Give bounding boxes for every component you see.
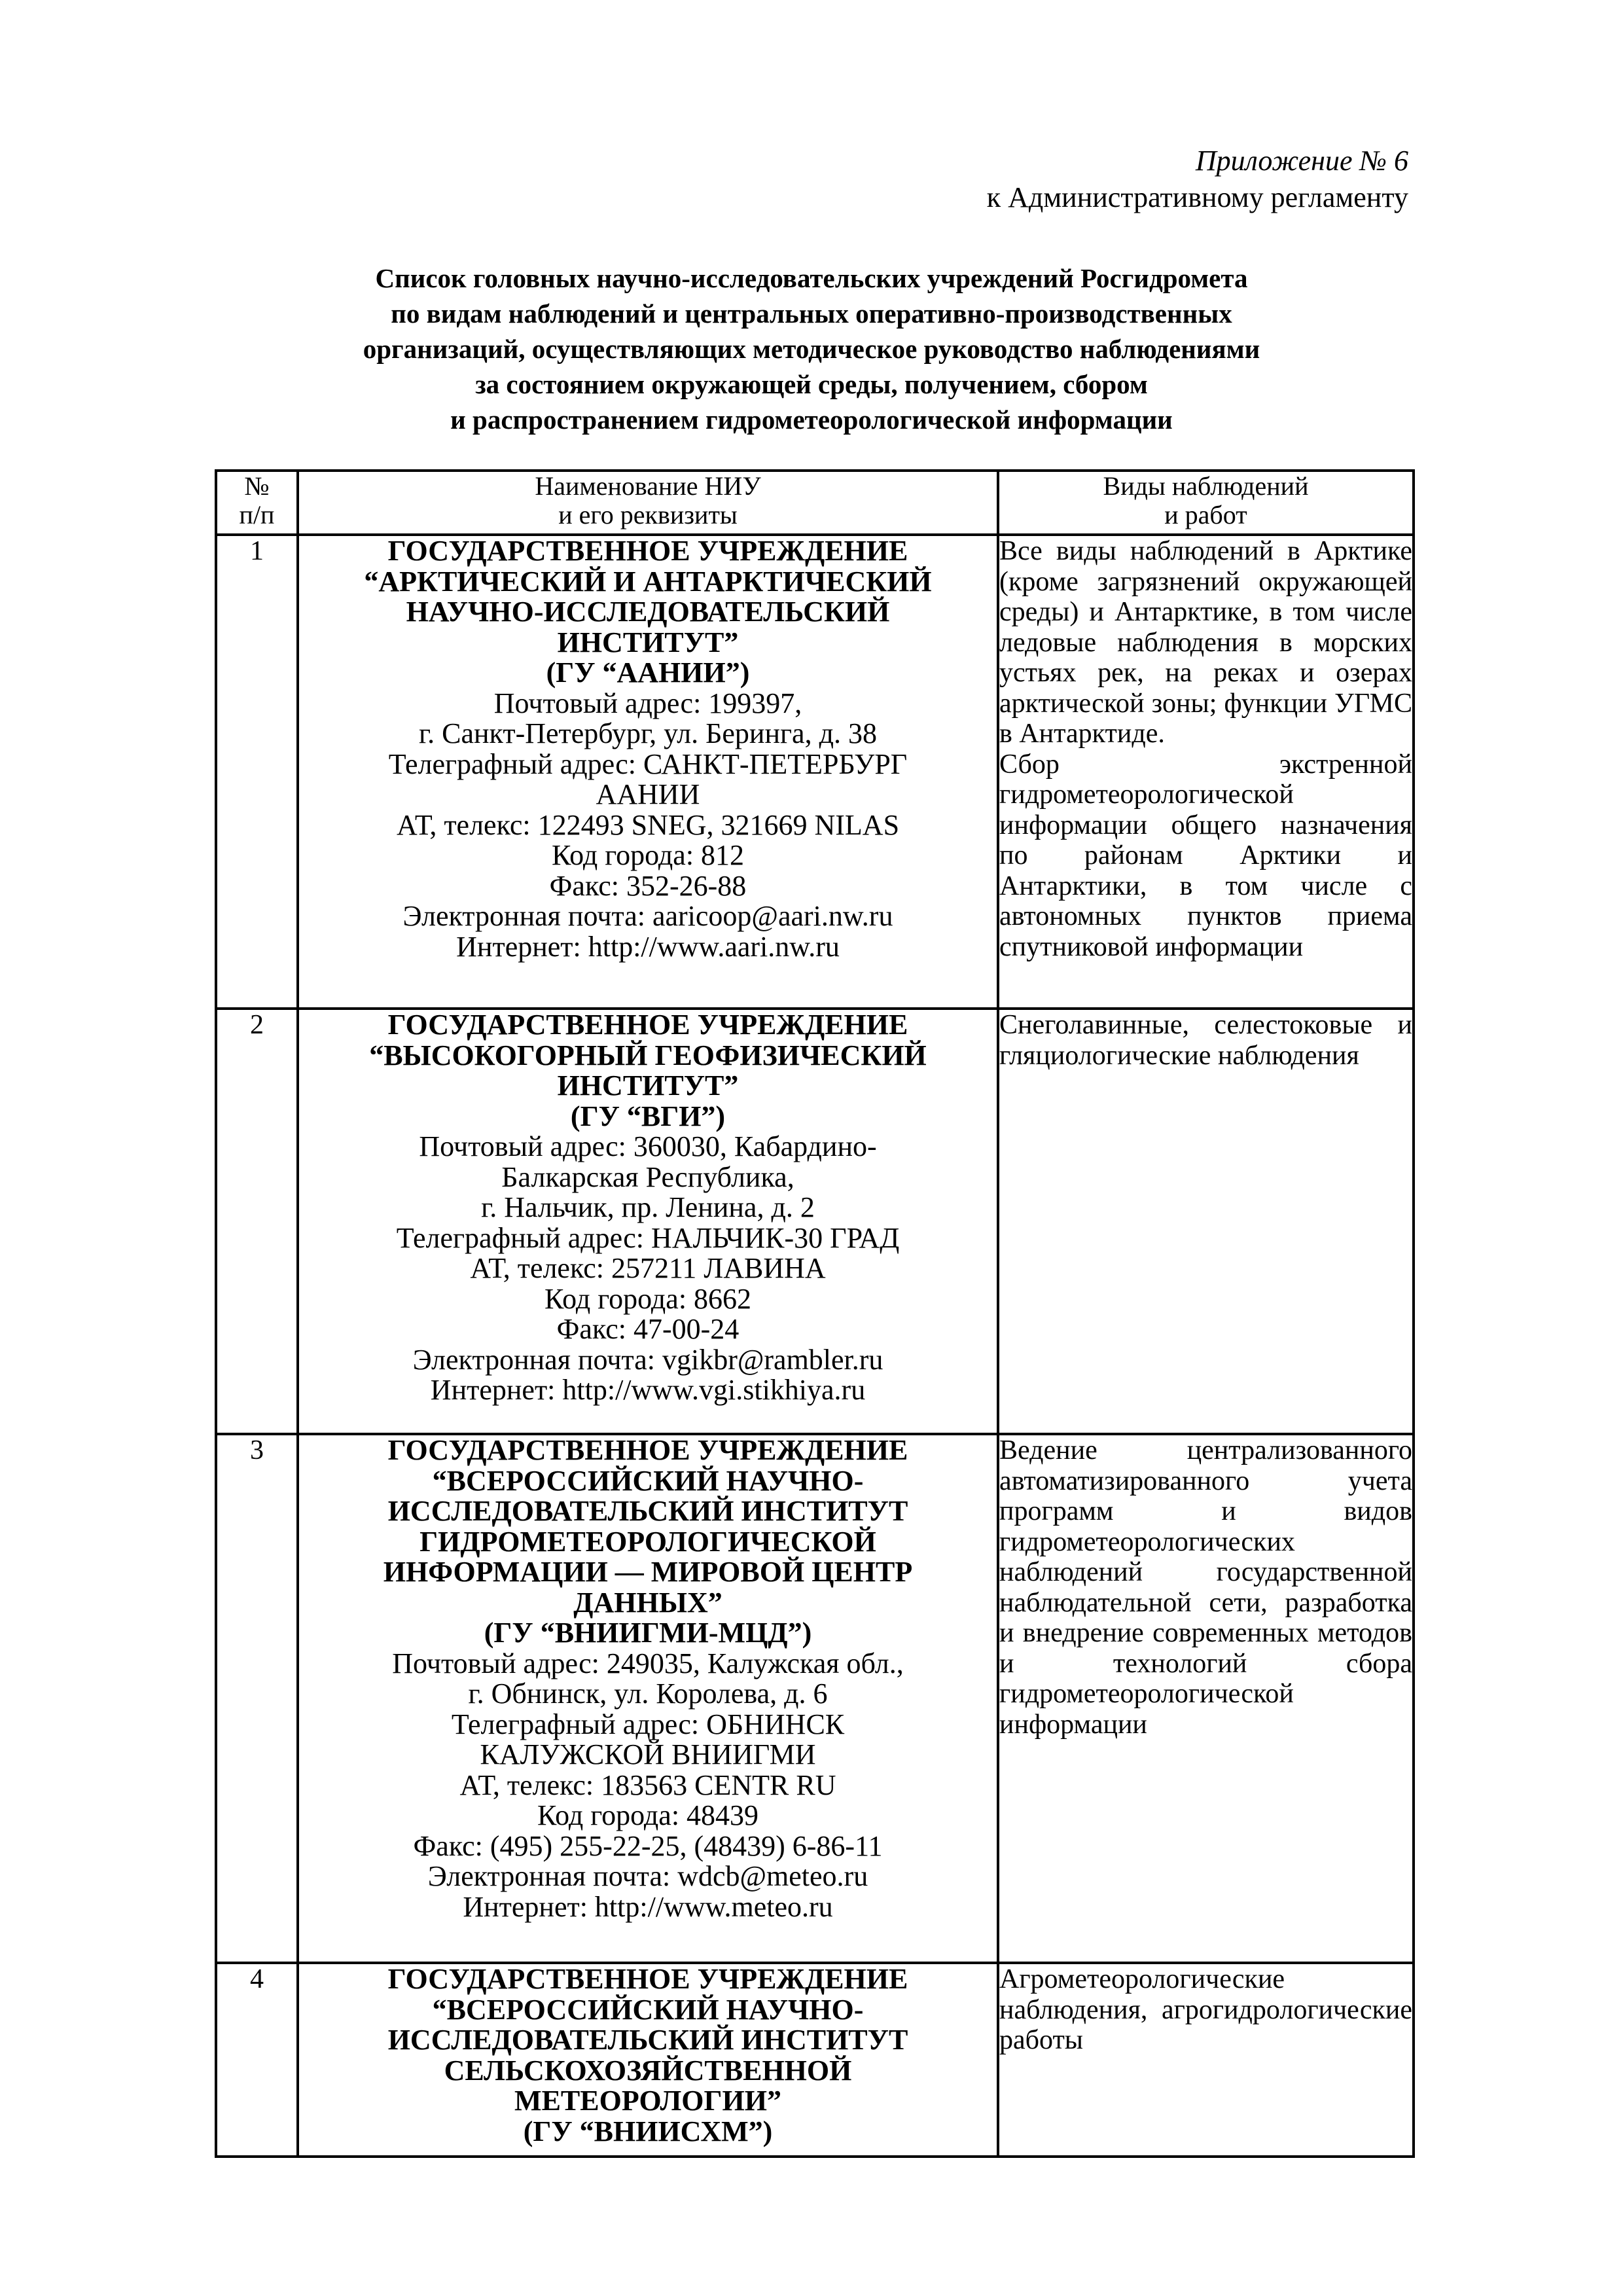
table-row (216, 1434, 1414, 1963)
document-title (216, 260, 1407, 437)
appendix-header (987, 143, 1408, 216)
title-line: за состоянием окружающей среды, получением, сбором (475, 369, 1148, 399)
institution-name-line: ИССЛЕДОВАТЕЛЬСКИЙ ИНСТИТУТ (387, 2024, 908, 2056)
title-line: организаций, осуществляющих методическое руководство наблюдениями (363, 334, 1260, 364)
institution-detail-line: Факс: 352-26-88 (549, 869, 747, 902)
institution-cell (298, 1009, 998, 1434)
title-line: и распространением гидрометеорологической информации (450, 404, 1173, 435)
institution-name-line: ГОСУДАРСТВЕННОЕ УЧРЕЖДЕНИЕ (387, 1009, 908, 1041)
institution-name-line: ГОСУДАРСТВЕННОЕ УЧРЕЖДЕНИЕ (387, 535, 908, 567)
institution-cell (298, 535, 998, 1009)
row-number: 4 (216, 1963, 298, 2157)
institution-name-line: (ГУ “ВНИИГМИ-МЦД”) (484, 1617, 812, 1649)
institution-detail-line: Код города: 48439 (537, 1799, 759, 1831)
institution-detail-line: ААНИИ (596, 778, 700, 810)
institution-detail-line: Телеграфный адрес: ОБНИНСК (451, 1708, 845, 1740)
table-row (216, 1963, 1414, 2157)
institution-name-line: ИССЛЕДОВАТЕЛЬСКИЙ ИНСТИТУТ (387, 1495, 908, 1527)
row-number: 3 (216, 1434, 298, 1963)
header-number (216, 471, 298, 535)
institution-name-line: “ВСЕРОССИЙСКИЙ НАУЧНО- (432, 1464, 864, 1497)
table-header-row (216, 471, 1414, 535)
table-row (216, 1009, 1414, 1434)
institution-detail-line: Интернет: http://www.vgi.stikhiya.ru (430, 1374, 866, 1406)
institution-detail-line: АТ, телекс: 183563 CENTR RU (459, 1768, 836, 1801)
institution-detail-line: КАЛУЖСКОЙ ВНИИГМИ (480, 1738, 816, 1770)
institution-detail-line: г. Санкт-Петербург, ул. Беринга, д. 38 (419, 717, 877, 749)
observation-paragraph: Агрометеорологические наблюдения, агрогидрологические работы (999, 1964, 1412, 2055)
observations-cell (998, 1434, 1414, 1963)
institution-detail-line: Почтовый адрес: 249035, Калужская обл., (392, 1647, 904, 1679)
row-number: 1 (216, 535, 298, 1009)
institution-name-line: ГОСУДАРСТВЕННОЕ УЧРЕЖДЕНИЕ (387, 1963, 908, 1995)
institution-detail-line: Телеграфный адрес: САНКТ-ПЕТЕРБУРГ (388, 747, 908, 780)
observation-paragraph: Ведение централизованного автоматизированного учета программ и видов гидрометеорологических наблюдений государственной наблюдательной сети, разработка и внедрение современных методов и технологий сбора гидрометеорологической информации (999, 1435, 1412, 1740)
institution-detail-line: Интернет: http://www.aari.nw.ru (456, 930, 840, 963)
institution-cell (298, 1434, 998, 1963)
header-name-line: и его реквизиты (558, 500, 738, 529)
institution-name-line: НАУЧНО-ИССЛЕДОВАТЕЛЬСКИЙ (406, 596, 890, 628)
observation-paragraph: Сбор экстренной гидрометеорологической информации общего назначения по районам Арктики и Антарктики, в том числе с автономных пунктов приема спутниковой информации (999, 749, 1412, 962)
header-name (298, 471, 998, 535)
header-name-line: Наименование НИУ (535, 471, 761, 501)
appendix-reference: к Административному регламенту (986, 181, 1408, 213)
institution-detail-line: Код города: 8662 (544, 1282, 752, 1315)
institution-name-line: ИНФОРМАЦИИ — МИРОВОЙ ЦЕНТР (383, 1556, 913, 1588)
institutions-table (215, 469, 1415, 2158)
institution-detail-line: Интернет: http://www.meteo.ru (463, 1890, 833, 1923)
institution-detail-line: АТ, телекс: 257211 ЛАВИНА (470, 1252, 826, 1284)
table-row (216, 535, 1414, 1009)
institution-detail-line: Электронная почта: aaricoop@aari.nw.ru (402, 900, 893, 932)
institution-detail-line: Факс: (495) 255-22-25, (48439) 6-86-11 (413, 1829, 883, 1862)
header-obs-line: и работ (1164, 500, 1247, 529)
observation-paragraph: Снеголавинные, селестоковые и гляциологические наблюдения (999, 1010, 1412, 1071)
row-number: 2 (216, 1009, 298, 1434)
institution-name-line: ГИДРОМЕТЕОРОЛОГИЧЕСКОЙ (419, 1525, 876, 1558)
observations-cell (998, 1963, 1414, 2157)
header-number-line: п/п (239, 500, 275, 529)
institution-name-line: ИНСТИТУТ” (557, 626, 739, 658)
institution-detail-line: Телеграфный адрес: НАЛЬЧИК-30 ГРАД (396, 1221, 900, 1254)
header-number-line: № (244, 471, 270, 501)
institution-name-line: ГОСУДАРСТВЕННОЕ УЧРЕЖДЕНИЕ (387, 1434, 908, 1466)
observation-paragraph: Все виды наблюдений в Арктике (кроме загрязнений окружающей среды) и Антарктике, в том числе ледовые наблюдения в морских устьях рек, на реках и озерах арктической зоны; функции УГМС в Антарктиде. (999, 536, 1412, 749)
title-line: Список головных научно-исследовательских учреждений Росгидромета (375, 263, 1248, 293)
institution-cell (298, 1963, 998, 2157)
institution-name-line: (ГУ “ВГИ”) (570, 1100, 726, 1132)
institution-name-line: “АРКТИЧЕСКИЙ И АНТАРКТИЧЕСКИЙ (364, 565, 932, 598)
institution-detail-line: Балкарская Республика, (501, 1160, 794, 1193)
header-observations (998, 471, 1414, 535)
appendix-number: Приложение № 6 (1195, 145, 1408, 177)
institution-detail-line: Код города: 812 (551, 839, 745, 871)
institution-detail-line: Электронная почта: wdcb@meteo.ru (427, 1860, 868, 1892)
observations-cell (998, 535, 1414, 1009)
institution-detail-line: Электронная почта: vgikbr@rambler.ru (412, 1343, 883, 1376)
institution-detail-line: Почтовый адрес: 360030, Кабардино- (419, 1130, 877, 1162)
institution-name-line: СЕЛЬСКОХОЗЯЙСТВЕННОЙ (444, 2054, 852, 2087)
title-line: по видам наблюдений и центральных оперативно-производственных (391, 298, 1232, 329)
institution-name-line: “ВСЕРОССИЙСКИЙ НАУЧНО- (432, 1993, 864, 2026)
institution-detail-line: г. Обнинск, ул. Королева, д. 6 (468, 1677, 828, 1710)
institution-detail-line: Почтовый адрес: 199397, (493, 687, 802, 719)
institution-detail-line: АТ, телекс: 122493 SNEG, 321669 NILAS (396, 808, 900, 841)
institution-name-line: (ГУ “ВНИИСХМ”) (523, 2115, 773, 2147)
institution-detail-line: Факс: 47-00-24 (556, 1313, 740, 1345)
institution-name-line: (ГУ “ААНИИ”) (546, 656, 750, 689)
institution-detail-line: г. Нальчик, пр. Ленина, д. 2 (481, 1191, 815, 1223)
institution-name-line: ДАННЫХ” (573, 1586, 722, 1619)
header-obs-line: Виды наблюдений (1103, 471, 1309, 501)
observations-cell (998, 1009, 1414, 1434)
institution-name-line: “ВЫСОКОГОРНЫЙ ГЕОФИЗИЧЕСКИЙ (369, 1039, 927, 1071)
institution-name-line: ИНСТИТУТ” (557, 1069, 739, 1102)
institution-name-line: МЕТЕОРОЛОГИИ” (514, 2085, 781, 2117)
